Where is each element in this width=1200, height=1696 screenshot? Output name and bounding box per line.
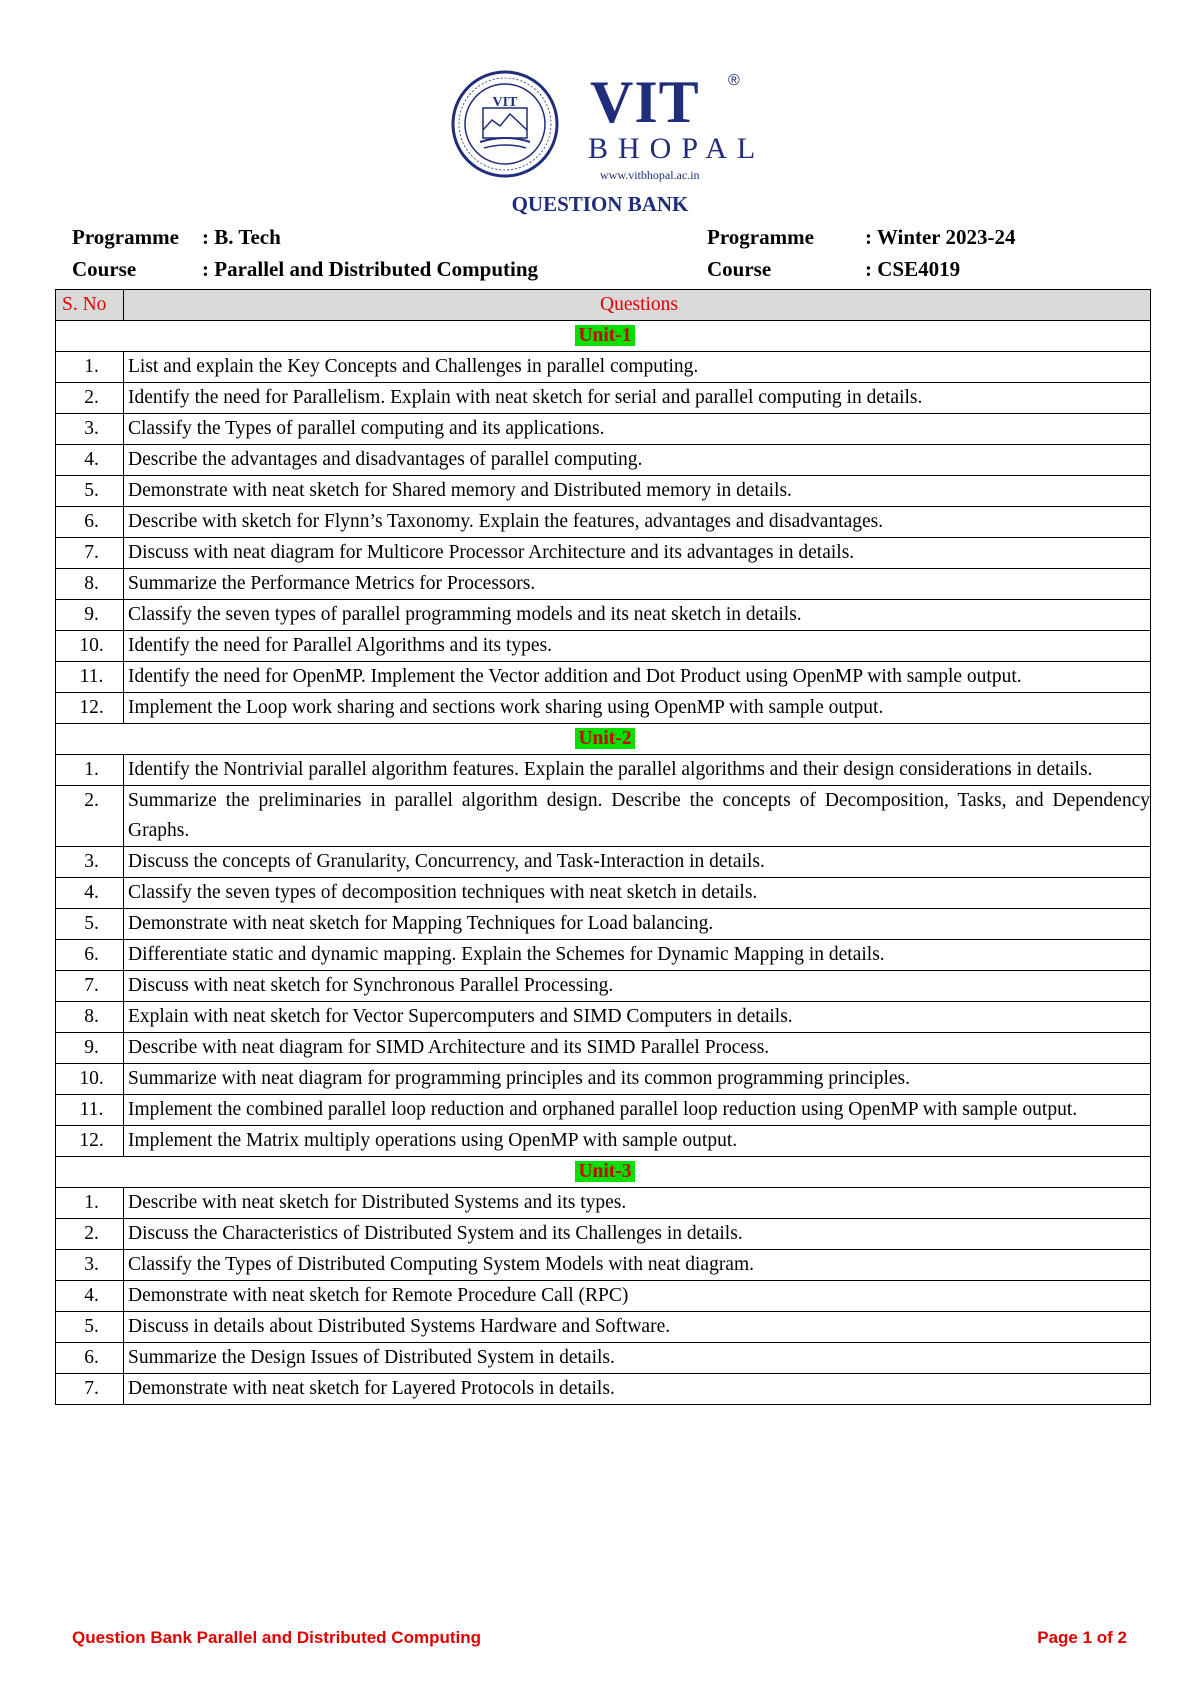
- registered-mark: ®: [728, 72, 740, 89]
- question-number: 6.: [56, 507, 124, 538]
- unit-label: Unit-2: [575, 728, 634, 749]
- meta-course-label: Course: [72, 257, 137, 281]
- question-text: Identify the need for OpenMP. Implement the Vector addition and Dot Product using OpenMP with sample output.: [124, 662, 1151, 693]
- question-text: Discuss with neat sketch for Synchronous Parallel Processing.: [124, 971, 1151, 1002]
- question-number: 1.: [56, 352, 124, 383]
- unit-row: [56, 724, 1151, 755]
- question-text: Discuss the Characteristics of Distributed System and its Challenges in details.: [124, 1219, 1151, 1250]
- seal-text: VIT: [492, 95, 518, 110]
- table-row: [56, 600, 1151, 631]
- question-number: 5.: [56, 476, 124, 507]
- footer-page-number: Page 1 of 2: [1037, 1628, 1127, 1647]
- table-row: [56, 909, 1151, 940]
- question-text: Classify the seven types of decomposition techniques with neat sketch in details.: [124, 878, 1151, 909]
- question-text: Discuss the concepts of Granularity, Concurrency, and Task-Interaction in details.: [124, 847, 1151, 878]
- table-row: [56, 507, 1151, 538]
- table-row: [56, 1343, 1151, 1374]
- question-number: 6.: [56, 1343, 124, 1374]
- question-number: 8.: [56, 1002, 124, 1033]
- question-text: Discuss in details about Distributed Systems Hardware and Software.: [124, 1312, 1151, 1343]
- institution-logo: [450, 68, 766, 182]
- question-text: Summarize with neat diagram for programming principles and its common programming principles.: [124, 1064, 1151, 1095]
- question-number: 8.: [56, 569, 124, 600]
- question-number: 7.: [56, 971, 124, 1002]
- question-table: [55, 289, 1151, 1405]
- question-number: 11.: [56, 1095, 124, 1126]
- meta-course-value: : Parallel and Distributed Computing: [202, 257, 539, 281]
- unit-row: [56, 1157, 1151, 1188]
- question-number: 11.: [56, 662, 124, 693]
- unit-cell: [56, 1157, 1151, 1188]
- brand-city: BHOPAL: [588, 132, 766, 165]
- question-number: 3.: [56, 1250, 124, 1281]
- table-row: [56, 786, 1151, 847]
- meta-programme-2-label: Programme: [707, 225, 814, 249]
- table-row: [56, 538, 1151, 569]
- meta-course-2-value: : CSE4019: [865, 257, 961, 281]
- table-row: [56, 755, 1151, 786]
- table-row: [56, 1095, 1151, 1126]
- question-text: Implement the Loop work sharing and sections work sharing using OpenMP with sample output.: [124, 693, 1151, 724]
- question-text: Classify the Types of Distributed Computing System Models with neat diagram.: [124, 1250, 1151, 1281]
- question-text: List and explain the Key Concepts and Challenges in parallel computing.: [124, 352, 1151, 383]
- table-row: [56, 445, 1151, 476]
- question-text: Summarize the Performance Metrics for Processors.: [124, 569, 1151, 600]
- question-text: Demonstrate with neat sketch for Layered Protocols in details.: [124, 1374, 1151, 1405]
- table-row: [56, 1033, 1151, 1064]
- meta-programme-2-value: : Winter 2023-24: [865, 225, 1016, 249]
- table-row: [56, 569, 1151, 600]
- meta-course-2-label: Course: [707, 257, 772, 281]
- question-number: 1.: [56, 755, 124, 786]
- table-row: [56, 1002, 1151, 1033]
- question-number: 12.: [56, 693, 124, 724]
- question-text: Describe with sketch for Flynn’s Taxonomy. Explain the features, advantages and disadvantages.: [124, 507, 1151, 538]
- question-text: Identify the Nontrivial parallel algorithm features. Explain the parallel algorithms and their design considerations in details.: [124, 755, 1151, 786]
- question-number: 4.: [56, 445, 124, 476]
- question-number: 3.: [56, 847, 124, 878]
- unit-label: Unit-1: [575, 325, 634, 346]
- table-row: [56, 1188, 1151, 1219]
- question-text: Describe the advantages and disadvantages of parallel computing.: [124, 445, 1151, 476]
- question-text: Demonstrate with neat sketch for Mapping Techniques for Load balancing.: [124, 909, 1151, 940]
- unit-cell: [56, 724, 1151, 755]
- question-number: 10.: [56, 631, 124, 662]
- table-row: [56, 1281, 1151, 1312]
- question-text: Differentiate static and dynamic mapping. Explain the Schemes for Dynamic Mapping in details.: [124, 940, 1151, 971]
- table-row: [56, 662, 1151, 693]
- meta-programme-label: Programme: [72, 225, 179, 249]
- question-number: 5.: [56, 1312, 124, 1343]
- question-number: 7.: [56, 1374, 124, 1405]
- question-number: 12.: [56, 1126, 124, 1157]
- table-row: [56, 847, 1151, 878]
- page-title: QUESTION BANK: [511, 192, 689, 216]
- unit-row: [56, 321, 1151, 352]
- question-text: Demonstrate with neat sketch for Remote Procedure Call (RPC): [124, 1281, 1151, 1312]
- unit-cell: [56, 321, 1151, 352]
- table-row: [56, 1126, 1151, 1157]
- meta-programme-value: : B. Tech: [202, 225, 281, 249]
- question-number: 10.: [56, 1064, 124, 1095]
- question-number: 4.: [56, 1281, 124, 1312]
- table-row: [56, 878, 1151, 909]
- table-row: [56, 414, 1151, 445]
- question-number: 2.: [56, 383, 124, 414]
- table-header-row: [56, 290, 1151, 321]
- question-number: 9.: [56, 1033, 124, 1064]
- brand-wordmark: [580, 68, 770, 180]
- question-number: 7.: [56, 538, 124, 569]
- question-text: Implement the Matrix multiply operations using OpenMP with sample output.: [124, 1126, 1151, 1157]
- table-row: [56, 1312, 1151, 1343]
- question-number: 2.: [56, 786, 124, 847]
- question-text: Implement the combined parallel loop reduction and orphaned parallel loop reduction using OpenMP with sample output.: [124, 1095, 1151, 1126]
- column-header-sno: S. No: [56, 290, 124, 321]
- table-row: [56, 1219, 1151, 1250]
- question-text: Demonstrate with neat sketch for Shared memory and Distributed memory in details.: [124, 476, 1151, 507]
- question-number: 2.: [56, 1219, 124, 1250]
- question-text: Explain with neat sketch for Vector Supercomputers and SIMD Computers in details.: [124, 1002, 1151, 1033]
- table-row: [56, 476, 1151, 507]
- brand-name: VIT: [590, 69, 700, 135]
- question-number: 1.: [56, 1188, 124, 1219]
- question-text: Classify the Types of parallel computing and its applications.: [124, 414, 1151, 445]
- question-text: Describe with neat diagram for SIMD Architecture and its SIMD Parallel Process.: [124, 1033, 1151, 1064]
- table-row: [56, 383, 1151, 414]
- footer-document-title: Question Bank Parallel and Distributed Computing: [72, 1628, 481, 1647]
- table-row: [56, 352, 1151, 383]
- table-row: [56, 940, 1151, 971]
- unit-label: Unit-3: [575, 1161, 634, 1182]
- table-row: [56, 1250, 1151, 1281]
- question-number: 4.: [56, 878, 124, 909]
- table-row: [56, 631, 1151, 662]
- question-number: 3.: [56, 414, 124, 445]
- table-row: [56, 693, 1151, 724]
- question-text: Discuss with neat diagram for Multicore Processor Architecture and its advantages in details.: [124, 538, 1151, 569]
- question-text: Describe with neat sketch for Distributed Systems and its types.: [124, 1188, 1151, 1219]
- question-number: 5.: [56, 909, 124, 940]
- vit-seal-icon: [450, 68, 560, 180]
- question-text: Identify the need for Parallel Algorithms and its types.: [124, 631, 1151, 662]
- question-text: Summarize the Design Issues of Distributed System in details.: [124, 1343, 1151, 1374]
- question-text: Summarize the preliminaries in parallel algorithm design. Describe the concepts of Decomposition, Tasks, and Dependency Graphs.: [124, 786, 1151, 847]
- brand-url: www.vitbhopal.ac.in: [600, 168, 700, 182]
- question-number: 6.: [56, 940, 124, 971]
- question-text: Classify the seven types of parallel programming models and its neat sketch in details.: [124, 600, 1151, 631]
- table-row: [56, 971, 1151, 1002]
- column-header-questions: Questions: [124, 290, 1151, 321]
- table-row: [56, 1374, 1151, 1405]
- table-row: [56, 1064, 1151, 1095]
- question-number: 9.: [56, 600, 124, 631]
- question-text: Identify the need for Parallelism. Explain with neat sketch for serial and parallel computing in details.: [124, 383, 1151, 414]
